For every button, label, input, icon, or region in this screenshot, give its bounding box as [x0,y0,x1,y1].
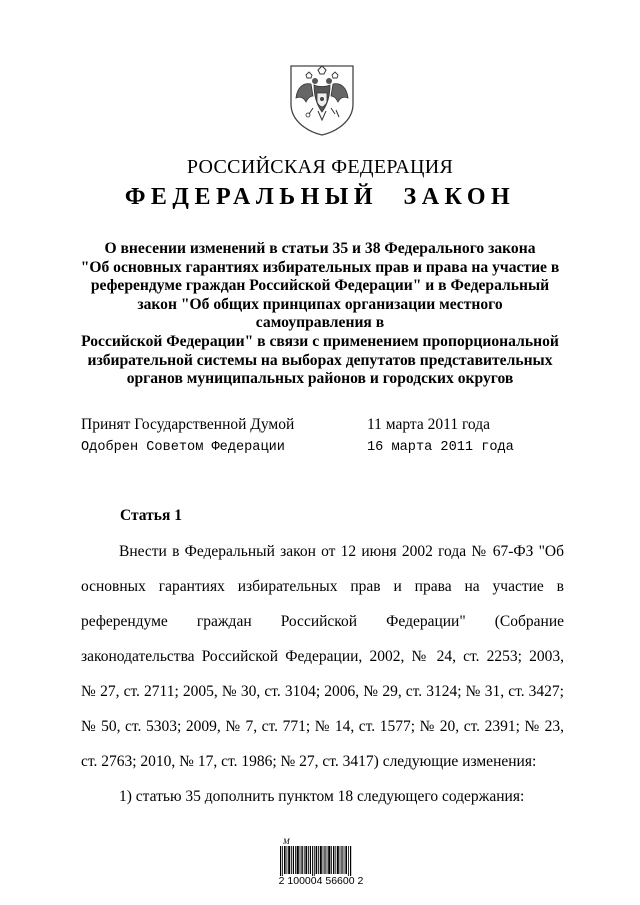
barcode-bars [280,846,351,876]
article-heading: Статья 1 [120,507,182,524]
barcode-icon [280,836,352,876]
law-title-line: избирательной системы на выборах депутатов представительных [87,351,553,369]
duma-label: Принят Государственной Думой [81,416,295,433]
barcode-number: 2 100004 56600 2 [278,875,364,887]
article-line: законодательства Российской Федерации, 2002, № 24, ст. 2253; 2003, [81,648,564,665]
article-line: ст. 2763; 2010, № 17, ст. 1986; № 27, ст. 3417) следующие изменения: [81,753,537,770]
article-line: № 50, ст. 5303; 2009, № 7, ст. 771; № 14, ст. 1577; № 20, ст. 2391; № 23, [81,718,564,735]
article-line: основных гарантиях избирательных прав и права на участие в [81,578,564,595]
law-title-line: референдуме граждан Российской Федерации" и в Федеральный [90,277,550,295]
article-line: 1) статью 35 дополнить пунктом 18 следующего содержания: [119,788,525,805]
state-emblem-icon [289,64,355,136]
adoption-duma [81,416,541,434]
council-date: 16 марта 2011 года [367,440,514,455]
duma-date: 11 марта 2011 года [367,416,490,433]
council-label: Одобрен Советом Федерации [81,440,285,455]
barcode-mark: M [283,837,290,846]
law-title-line: "Об основных гарантиях избирательных прав и права на участие в [80,258,560,276]
country-name: РОССИЙСКАЯ ФЕДЕРАЦИЯ [186,156,454,178]
law-title-line: Российской Федерации" в связи с применением пропорциональной [81,332,559,350]
document-type: ФЕДЕРАЛЬНЫЙ ЗАКОН [124,184,516,210]
law-title-line: закон "Об общих принципах организации местного самоуправления в [137,295,503,332]
law-title [80,240,560,389]
article-line: № 27, ст. 2711; 2005, № 30, ст. 3104; 2006, № 29, ст. 3124; № 31, ст. 3427; [81,683,564,700]
adoption-council [81,440,541,455]
law-title-line: О внесении изменений в статьи 35 и 38 Федерального закона [104,240,536,257]
law-title-line: органов муниципальных районов и городских округов [126,370,514,388]
article-line: Внести в Федеральный закон от 12 июня 2002 года № 67-ФЗ "Об [119,543,564,560]
article-line: референдуме граждан Российской Федерации" (Собрание [81,613,564,630]
